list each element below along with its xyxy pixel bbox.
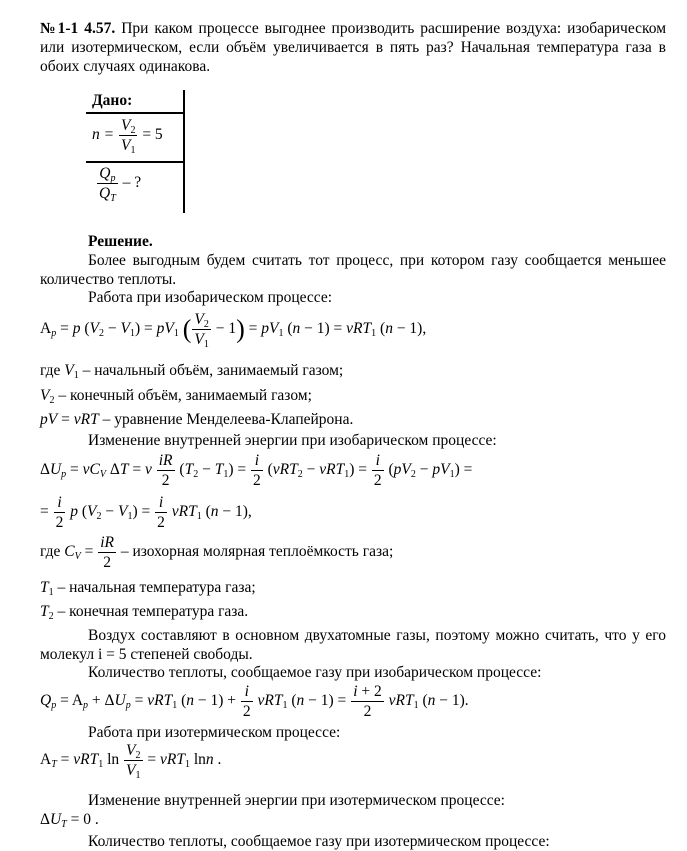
isobaric-work-label: Работа при изобарическом процессе: [88,289,333,306]
find-suffix: – ? [122,174,142,192]
formula-isobaric-energy-1: $\Delta U_p = \nu C_V$ ΔT = ν $\frac{iR}{2}$ $(T_2 - T_1)$ = $\frac{i}{2}$ (νRT$_2$ − νRT$_1$) = $\frac{i}{2}$ $(pV_2 - pV_1)$ = [40,452,473,489]
formula-isobaric-energy-2: = $\frac{i}{2}$ p $(V_2 - V_1)$ = $\frac{i}{2}$ νRT$_1$ (n − 1), [40,494,252,531]
isothermal-energy-label: Изменение внутренней энергии при изотермическом процессе: [88,792,505,809]
solution-intro: Более выгодным будем считать тот процесс, при котором газу сообщается меньшее количество теплоты. [40,252,666,288]
def-mendeleev: pV = νRT – уравнение Менделеева-Клапейрона. [40,411,354,428]
find-ratio: $\frac{Q_p}{Q_T}$ – ? [99,165,142,204]
given-ratio: n = $\frac{V_2}{V_1}$ = 5 [92,117,163,156]
given-rule-2 [86,161,184,163]
formula-isobaric-heat: $Q_p = A_p + \Delta U_p = \nu RT_1$ (n − 1) + $\frac{i}{2}$ νRT$_1$ (n − 1) = $\frac{i + 2}{2}$ νRT$_1$ (n − 1). [40,683,469,720]
def-v2: $V_2$ – конечный объём, занимаемый газом; [40,387,312,406]
problem-statement [40,19,666,76]
solution-title: Решение. [88,233,153,250]
def-t2: $T_2$ – конечная температура газа. [40,603,249,622]
problem-text: При каком процессе выгоднее производить расширение воздуха: изобарическом или изотермическом, если объём увеличивается в пять раз? Начальная температура газа в обоих случаях одинакова. [40,20,666,75]
isobaric-energy-label: Изменение внутренней энергии при изобарическом процессе: [88,432,497,449]
air-note: Воздух составляют в основном двухатомные газы, поэтому можно считать, что у его молекул i = 5 степеней свободы. [40,627,666,663]
given-ratio-lhs: n = [92,126,115,144]
isobaric-heat-label: Количество теплоты, сообщаемое газу при изобарическом процессе: [88,664,542,681]
isothermal-work-label: Работа при изотермическом процессе: [88,724,341,741]
def-cv: где $C_V$ = $\frac{iR}{2}$ – изохорная молярная теплоёмкость газа; [40,534,394,571]
def-t1: $T_1$ – начальная температура газа; [40,579,256,598]
given-rule-1 [86,112,184,114]
formula-isobaric-work: $A_p = p$ $(V_2 - V_1) = pV_1$ ( $\frac{V_2}{V_1}$ − $1) = pV_1$ (n − 1) = νRT$_1$ (n − 1), [40,311,427,350]
given-ratio-rhs: = 5 [142,126,163,144]
given-vertical-rule [183,90,185,213]
def-v1: где $V_1$ – начальный объём, занимаемый газом; [40,362,344,381]
formula-isothermal-energy: $\Delta U_T = 0$ . [40,811,99,830]
problem-number: №1-1 4.57. [40,20,116,37]
given-title: Дано: [92,92,133,109]
isothermal-heat-label: Количество теплоты, сообщаемое газу при изотермическом процессе: [88,833,550,850]
formula-isothermal-work: $A_T = \nu RT_1$ ln $\frac{V_2}{V_1}$ = νRT$_1$ lnn . [40,742,222,781]
